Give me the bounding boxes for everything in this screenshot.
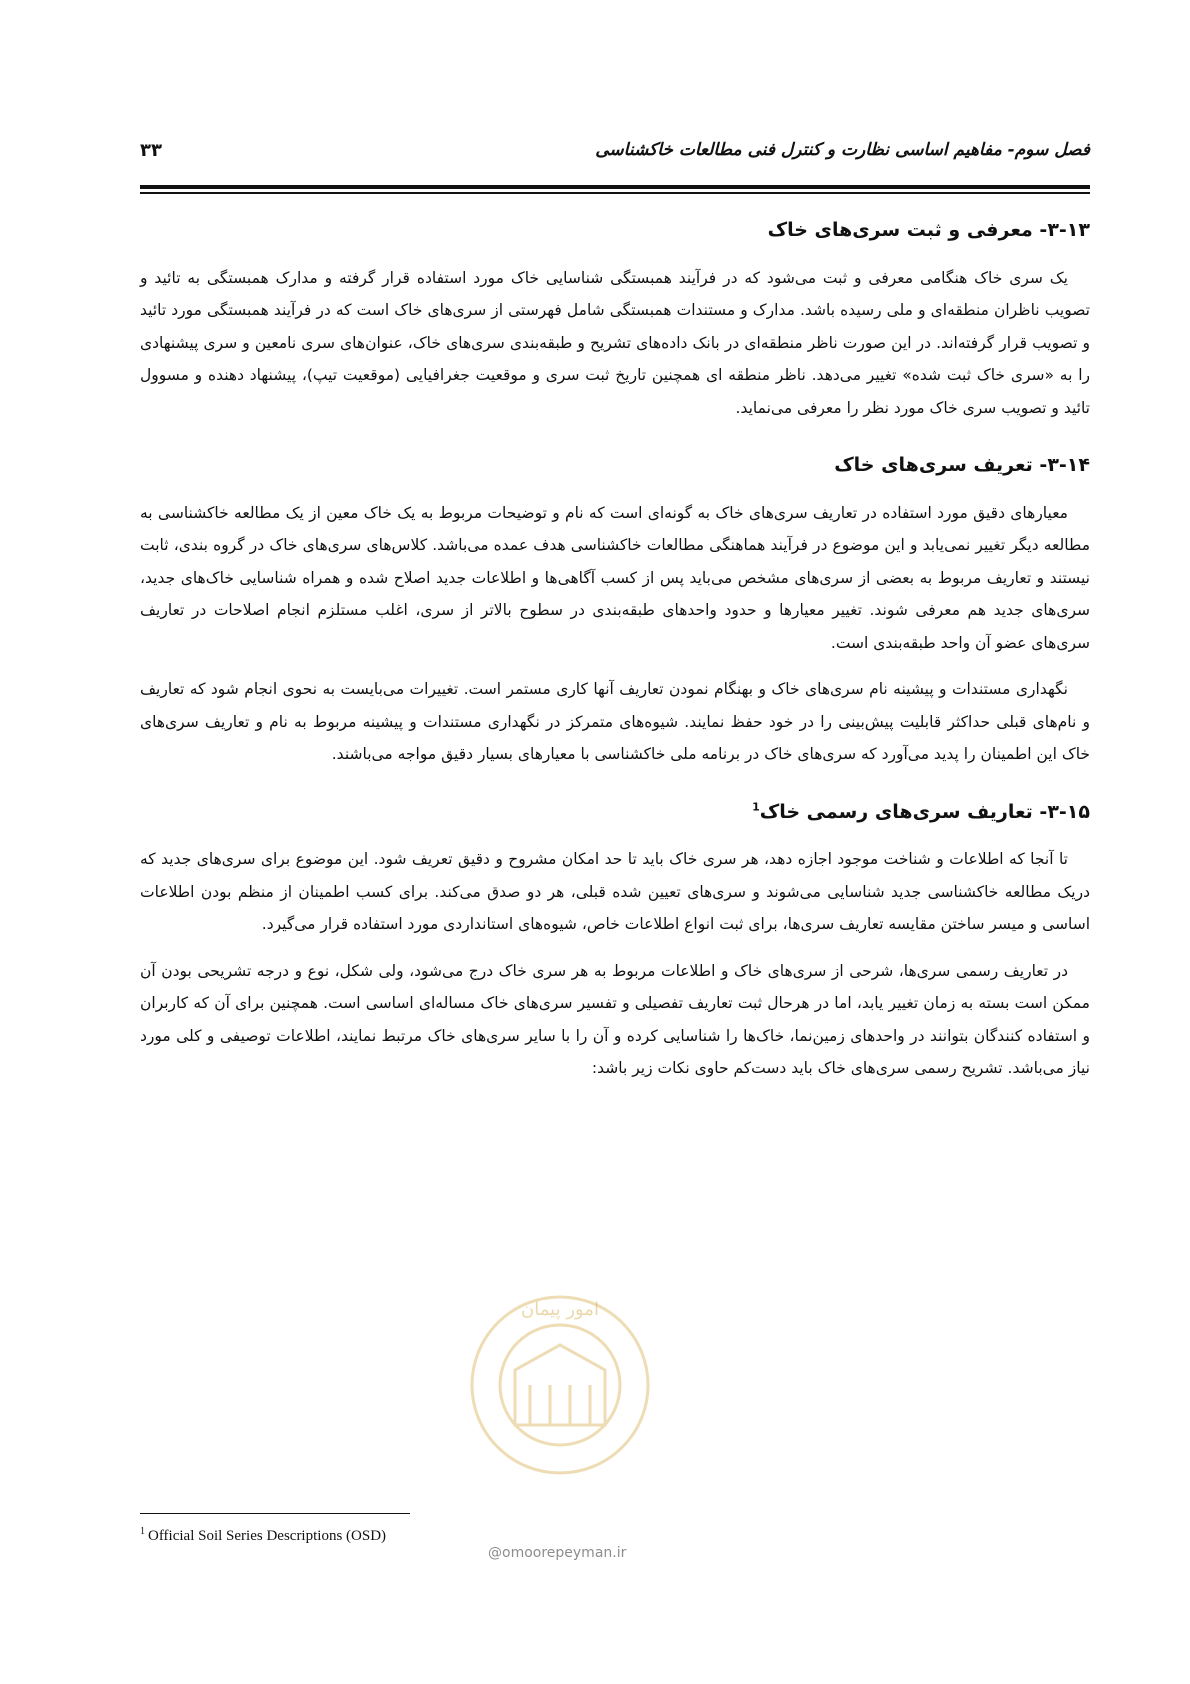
paragraph: در تعاریف رسمی سری‌ها، شرحی از سری‌های خاک و اطلاعات مربوط به هر سری خاک درج می‌شود، ولی شکل، نوع و درجه تشریحی بودن آن ممکن است بسته به زمان تغییر یابد، اما در هرحال ثبت تعاریف تفصیلی و تفسیر سری‌های خاک مساله‌ای اساسی است. همچنین برای آن که کاربران و استفاده کنندگان بتوانند در واحدهای زمین‌نما، خاک‌ها را شناسایی کرده و آن را با سایر سری‌های خاک مرتبط نمایند، اطلاعات توصیفی و کلی مورد نیاز می‌باشد. تشریح رسمی سری‌های خاک باید دست‌کم حاوی نکات زیر باشد:	[140, 961, 1090, 1078]
section-heading	[140, 799, 1090, 826]
running-header	[140, 140, 1090, 176]
page-number: ۳۳	[140, 140, 162, 161]
watermark-text: @omoorepeyman.ir	[488, 1545, 627, 1561]
section-heading-text: ۳-۱۵- تعاریف سری‌های رسمی خاک	[759, 800, 1090, 823]
footnote-text: Official Soil Series Descriptions (OSD)	[148, 1528, 387, 1544]
section-14	[140, 452, 1090, 771]
chapter-title: فصل سوم- مفاهیم اساسی نظارت و کنترل فنی مطالعات خاکشناسی	[595, 140, 1090, 160]
section-13	[140, 217, 1090, 424]
footnote-mark[interactable]: 1	[752, 800, 760, 814]
footnote-number: 1	[140, 1526, 145, 1537]
header-rule-thin	[140, 192, 1090, 194]
paragraph: یک سری خاک هنگامی معرفی و ثبت می‌شود که در فرآیند همبستگی شناسایی خاک مورد استفاده قرار گرفته و مدارک همبستگی به تائید و تصویب ناظران منطقه‌ای و ملی رسیده باشد. مدارک و مستندات همبستگی شامل فهرستی از سری‌های خاک است که در فرآیند همبستگی مورد تائید و تصویب قرار گرفته‌اند. در این صورت ناظر منطقه‌ای در بانک داده‌های تشریح و طبقه‌بندی سری‌های خاک، عنوان‌های سری نامعین و سری پیشنهادی را به «سری خاک ثبت شده» تغییر می‌دهد. ناظر منطقه ای همچنین تاریخ ثبت سری و موقعیت جغرافیایی (موقعیت تیپ)، پیشنهاد دهنده و مسوول تائید و تصویب سری خاک مورد نظر را معرفی می‌نماید.	[140, 268, 1090, 417]
section-heading: ۳-۱۳- معرفی و ثبت سری‌های خاک	[767, 219, 1090, 241]
footnote-rule	[140, 1513, 410, 1514]
section-heading: ۳-۱۴- تعریف سری‌های خاک	[834, 454, 1090, 477]
watermark-logo	[460, 1275, 660, 1525]
section-15	[140, 799, 1090, 1085]
paragraph: نگهداری مستندات و پیشینه نام سری‌های خاک و بهنگام نمودن تعاریف آنها کاری مستمر است. تغییرات می‌بایست به نحوی انجام شود که تعاریف و نام‌های قبلی حداکثر قابلیت پیش‌بینی را در خود حفظ نمایند. شیوه‌های متمرکز در نگهداری مستندات و پیشینه مربوط به نام و تعاریف سری‌های خاک این اطمینان را پدید می‌آورد که سری‌های خاک در برنامه ملی خاکشناسی با معیارهای بسیار دقیق مواجه می‌باشند.	[140, 680, 1090, 764]
footnote	[140, 1526, 386, 1545]
body-content	[140, 205, 1090, 1099]
header-rule-thick	[140, 185, 1090, 189]
watermark-logo-text: امور پیمان	[521, 1299, 599, 1320]
paragraph: تا آنجا که اطلاعات و شناخت موجود اجازه دهد، هر سری خاک باید تا حد امکان مشروح و دقیق تعریف شود. این موضوع برای سری‌های جدید که دریک مطالعه خاکشناسی جدید شناسایی می‌شوند و سری‌های تعیین شده قبلی، هر دو صدق می‌کند. برای کسب اطمینان از منظم بودن اطلاعات اساسی و میسر ساختن مقایسه تعاریف سری‌ها، برای ثبت انواع اطلاعات خاص، شیوه‌های استانداردی مورد استفاده قرار می‌گیرد.	[140, 850, 1090, 934]
paragraph: معیارهای دقیق مورد استفاده در تعاریف سری‌های خاک به گونه‌ای است که نام و توضیحات مربوط به یک خاک معین از یک مطالعه خاکشناسی به مطالعه دیگر تغییر نمی‌یابد و این موضوع در فرآیند هماهنگی مطالعات خاکشناسی هدف عمده می‌باشد. کلاس‌های سری‌های خاک در گروه بندی، ثابت نیستند و تعاریف مربوط به بعضی از سری‌های مشخص می‌باید پس از کسب آگاهی‌ها و اطلاعات جدید اصلاح شده و همراه شناسایی خاک‌های جدید، سری‌های جدید هم معرفی شوند. تغییر معیارها و حدود واحدهای طبقه‌بندی در سطوح بالاتر از سری، اغلب مستلزم انجام اصلاحات در تعاریف سری‌های عضو آن واحد طبقه‌بندی است.	[140, 503, 1090, 652]
